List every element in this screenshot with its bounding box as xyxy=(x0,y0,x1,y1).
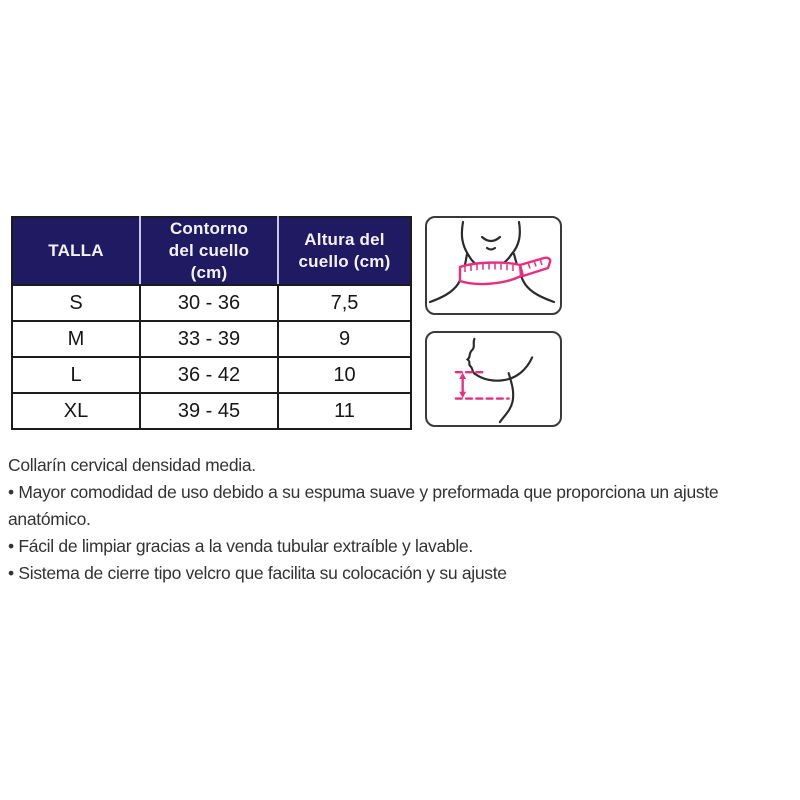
neck-height-illustration xyxy=(425,331,562,427)
column-header-talla: TALLA xyxy=(12,217,140,285)
description-bullet-comfort: • Mayor comodidad de uso debido a su espuma suave y preformada que proporciona un ajuste anatómico. xyxy=(8,482,719,529)
cell-height: 7,5 xyxy=(278,285,411,321)
neck-front-measuring-tape-icon xyxy=(427,218,560,313)
neck-circumference-illustration xyxy=(425,216,562,315)
cell-size: L xyxy=(12,357,140,393)
neck-side-height-measure-icon xyxy=(427,333,560,425)
cell-size: S xyxy=(12,285,140,321)
cell-contour: 33 - 39 xyxy=(140,321,278,357)
description-bullet-cleaning: • Fácil de limpiar gracias a la venda tubular extraíble y lavable. xyxy=(8,536,473,556)
cell-size: XL xyxy=(12,393,140,429)
cell-contour: 36 - 42 xyxy=(140,357,278,393)
cell-contour: 39 - 45 xyxy=(140,393,278,429)
table-row-m xyxy=(12,321,411,357)
cell-size: M xyxy=(12,321,140,357)
cell-contour: 30 - 36 xyxy=(140,285,278,321)
description-bullet-velcro: • Sistema de cierre tipo velcro que facilita su colocación y su ajuste xyxy=(8,563,507,583)
table-row-l xyxy=(12,357,411,393)
cell-height: 9 xyxy=(278,321,411,357)
product-description xyxy=(8,452,790,587)
size-table xyxy=(11,216,412,430)
cell-height: 10 xyxy=(278,357,411,393)
size-table-header-row xyxy=(12,217,411,285)
column-header-contorno: Contorno del cuello (cm) xyxy=(140,217,278,285)
description-intro: Collarín cervical densidad media. xyxy=(8,455,256,475)
table-row-xl xyxy=(12,393,411,429)
column-header-altura: Altura del cuello (cm) xyxy=(278,217,411,285)
table-row-s xyxy=(12,285,411,321)
cell-height: 11 xyxy=(278,393,411,429)
